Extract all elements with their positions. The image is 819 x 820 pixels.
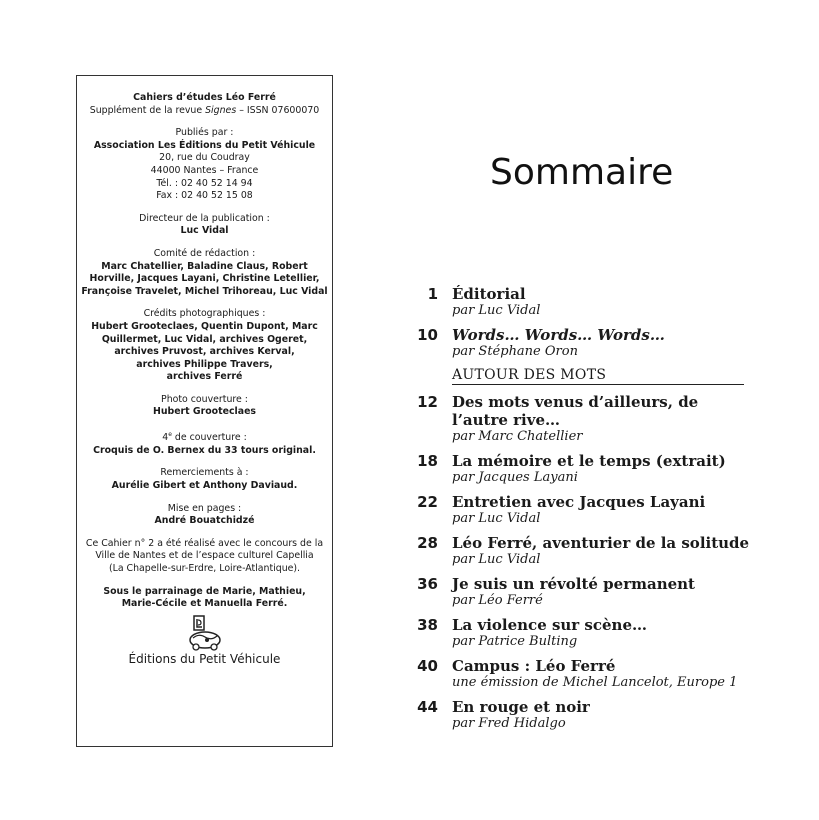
entry-title-continued: l’autre rive… bbox=[452, 411, 561, 429]
photo-credits bbox=[77, 308, 332, 384]
toc-entry bbox=[400, 698, 760, 731]
cover-photo bbox=[77, 394, 332, 419]
page-number: 38 bbox=[417, 616, 438, 634]
superscript-e: e bbox=[168, 431, 172, 439]
committee-line: Marc Chatellier, Baladine Claus, Robert bbox=[101, 260, 308, 272]
credits-label: Crédits photographiques : bbox=[143, 308, 266, 320]
entry-title: En rouge et noir bbox=[452, 698, 590, 716]
toc-entry bbox=[400, 326, 760, 359]
page-number: 12 bbox=[417, 393, 438, 411]
director-name: Luc Vidal bbox=[180, 225, 229, 237]
toc-entry bbox=[400, 493, 760, 526]
cahier-line: (La Chapelle-sur-Erdre, Loire-Atlantique). bbox=[108, 562, 301, 574]
telephone: Tél. : 02 40 52 14 94 bbox=[156, 177, 253, 189]
editorial-committee bbox=[77, 248, 332, 298]
issn-text: – ISSN 07600070 bbox=[236, 104, 320, 116]
supplement-text: Supplément de la revue bbox=[89, 104, 206, 116]
journal-info bbox=[77, 92, 332, 117]
committee-line: Françoise Travelet, Michel Trihoreau, Luc Vidal bbox=[81, 285, 328, 297]
page-title: Sommaire bbox=[490, 152, 674, 193]
entry-title: Je suis un révolté permanent bbox=[452, 575, 695, 593]
entry-author: par Marc Chatellier bbox=[452, 429, 583, 444]
cahier-line: Ville de Nantes et de l’espace culturel Capellia bbox=[95, 550, 314, 562]
address-line-1: 20, rue du Coudray bbox=[159, 152, 250, 164]
committee-line: Horville, Jacques Layani, Christine Letellier, bbox=[89, 273, 320, 285]
colophon-box bbox=[76, 75, 333, 747]
section-heading: AUTOUR DES MOTS bbox=[452, 367, 744, 385]
published-by-label: Publiés par : bbox=[175, 127, 234, 139]
table-of-contents bbox=[400, 285, 760, 739]
journal-supplement bbox=[77, 105, 332, 118]
cahier-line: Ce Cahier n° 2 a été réalisé avec le concours de la bbox=[85, 537, 324, 549]
back-cover-text: Croquis de O. Bernex du 33 tours original. bbox=[93, 444, 316, 456]
entry-title: Campus : Léo Ferré bbox=[452, 657, 616, 675]
entry-author: par Stéphane Oron bbox=[452, 344, 578, 359]
credits-line: archives Ferré bbox=[166, 371, 243, 383]
entry-author: par Fred Hidalgo bbox=[452, 716, 566, 731]
entry-title: Éditorial bbox=[452, 285, 526, 303]
page-number: 22 bbox=[417, 493, 438, 511]
petit-vehicule-logo-icon bbox=[185, 615, 225, 651]
publisher-name: Association Les Éditions du Petit Véhicule bbox=[93, 139, 316, 151]
entry-title: Des mots venus d’ailleurs, de bbox=[452, 393, 699, 411]
page-number: 36 bbox=[417, 575, 438, 593]
entry-title: Words… Words… Words… bbox=[452, 326, 665, 344]
patronage-line: Marie-Cécile et Manuella Ferré. bbox=[121, 598, 288, 610]
back-cover bbox=[77, 429, 332, 457]
page-number: 10 bbox=[417, 326, 438, 344]
cahier-note bbox=[77, 538, 332, 576]
signes-title: Signes bbox=[205, 104, 237, 116]
back-cover-label-text: de couverture : bbox=[171, 432, 247, 444]
entry-author: par Jacques Layani bbox=[452, 470, 578, 485]
acknowledgements-label: Remerciements à : bbox=[160, 467, 249, 479]
patronage bbox=[77, 586, 332, 611]
entry-author: par Léo Ferré bbox=[452, 593, 543, 608]
layout-name: André Bouatchidzé bbox=[154, 515, 255, 527]
layout-label: Mise en pages : bbox=[167, 502, 242, 514]
entry-author: par Luc Vidal bbox=[452, 552, 541, 567]
toc-entry bbox=[400, 657, 760, 690]
entry-author: une émission de Michel Lancelot, Europe 1 bbox=[452, 675, 738, 690]
journal-title: Cahiers d’études Léo Ferré bbox=[133, 92, 276, 103]
page-number: 40 bbox=[417, 657, 438, 675]
committee-label: Comité de rédaction : bbox=[153, 247, 256, 259]
patronage-line: Sous le parrainage de Marie, Mathieu, bbox=[103, 585, 306, 597]
address-line-2: 44000 Nantes – France bbox=[150, 164, 259, 176]
toc-entry bbox=[400, 452, 760, 485]
toc-entry bbox=[400, 575, 760, 608]
page-number: 44 bbox=[417, 698, 438, 716]
credits-line: archives Pruvost, archives Kerval, bbox=[114, 346, 295, 358]
page-number: 18 bbox=[417, 452, 438, 470]
cover-photo-label: Photo couverture : bbox=[161, 393, 248, 405]
publisher-footer: Éditions du Petit Véhicule bbox=[128, 651, 281, 666]
toc-entry bbox=[400, 285, 760, 318]
layout-credit bbox=[77, 503, 332, 528]
credits-line: archives Philippe Travers, bbox=[136, 358, 273, 370]
toc-entry bbox=[400, 393, 760, 444]
page-number: 28 bbox=[417, 534, 438, 552]
entry-author: par Patrice Bulting bbox=[452, 634, 578, 649]
entry-title: La mémoire et le temps (extrait) bbox=[452, 452, 726, 470]
credits-line: Quillermet, Luc Vidal, archives Ogeret, bbox=[101, 333, 308, 345]
entry-author: par Luc Vidal bbox=[452, 303, 541, 318]
entry-title: Léo Ferré, aventurier de la solitude bbox=[452, 534, 750, 552]
entry-title: La violence sur scène… bbox=[452, 616, 647, 634]
director-info bbox=[77, 213, 332, 238]
credits-line: Hubert Grooteclaes, Quentin Dupont, Marc bbox=[91, 320, 318, 332]
director-label: Directeur de la publication : bbox=[139, 212, 270, 224]
cover-photo-name: Hubert Grooteclaes bbox=[152, 406, 257, 418]
fax: Fax : 02 40 52 15 08 bbox=[156, 190, 253, 202]
publisher-info bbox=[77, 127, 332, 203]
toc-entry bbox=[400, 534, 760, 567]
back-cover-label: 4e de couverture : bbox=[162, 431, 247, 444]
acknowledgements bbox=[77, 467, 332, 492]
entry-author: par Luc Vidal bbox=[452, 511, 541, 526]
entry-title: Entretien avec Jacques Layani bbox=[452, 493, 706, 511]
acknowledgements-text: Aurélie Gibert et Anthony Daviaud. bbox=[111, 479, 298, 491]
page-number: 1 bbox=[427, 285, 438, 303]
toc-entry bbox=[400, 616, 760, 649]
